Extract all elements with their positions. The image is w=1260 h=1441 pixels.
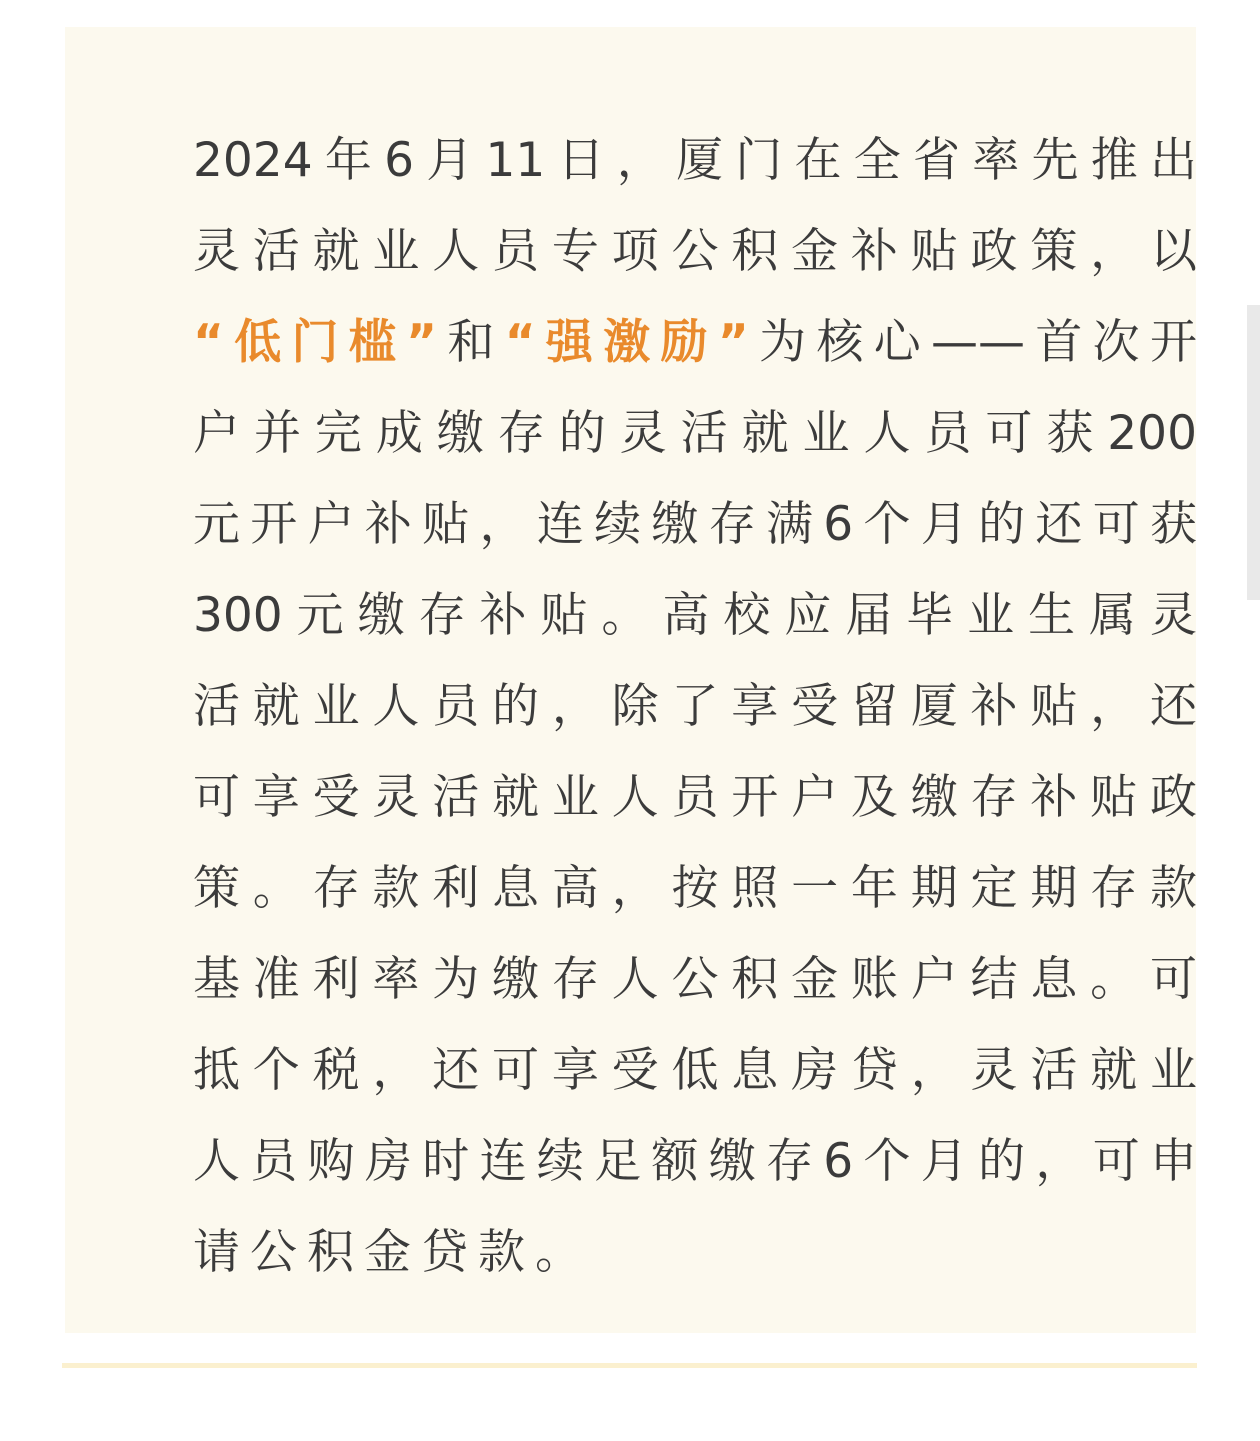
paragraph-line-highlight (193, 297, 1197, 388)
scrollbar[interactable] (1247, 305, 1260, 600)
paragraph-line: 户并完成缴存的灵活就业人员可获200 (193, 406, 1197, 461)
paragraph-line: 人员购房时连续足额缴存6个月的，可申 (193, 1134, 1197, 1189)
paragraph-line-last: 请公积金贷款。 (193, 1225, 592, 1280)
paragraph-line: 基准利率为缴存人公积金账户结息。可 (193, 952, 1197, 1007)
paragraph-line: 可享受灵活就业人员开户及缴存补贴政 (193, 770, 1197, 825)
highlight-strong-incentive: “强激励” (504, 315, 749, 370)
paragraph-line: 灵活就业人员专项公积金补贴政策，以 (193, 224, 1197, 279)
highlight-line-rest: 为核心——首次开 (748, 315, 1198, 370)
paragraph-line: 300元缴存补贴。高校应届毕业生属灵 (193, 588, 1197, 643)
paragraph-line: 活就业人员的，除了享受留厦补贴，还 (193, 679, 1197, 734)
paragraph-line: 策。存款利息高，按照一年期定期存款 (193, 861, 1197, 916)
article-body (193, 115, 1197, 1298)
paragraph-line: 元开户补贴，连续缴存满6个月的还可获 (193, 497, 1197, 552)
highlight-connector: 和 (437, 315, 505, 370)
paragraph-line: 2024年6月11日，厦门在全省率先推出 (193, 133, 1197, 188)
article-card (65, 27, 1196, 1333)
paragraph-line: 抵个税，还可享受低息房贷，灵活就业 (193, 1043, 1197, 1098)
highlight-low-threshold: “低门槛” (193, 315, 438, 370)
section-divider (62, 1363, 1197, 1368)
